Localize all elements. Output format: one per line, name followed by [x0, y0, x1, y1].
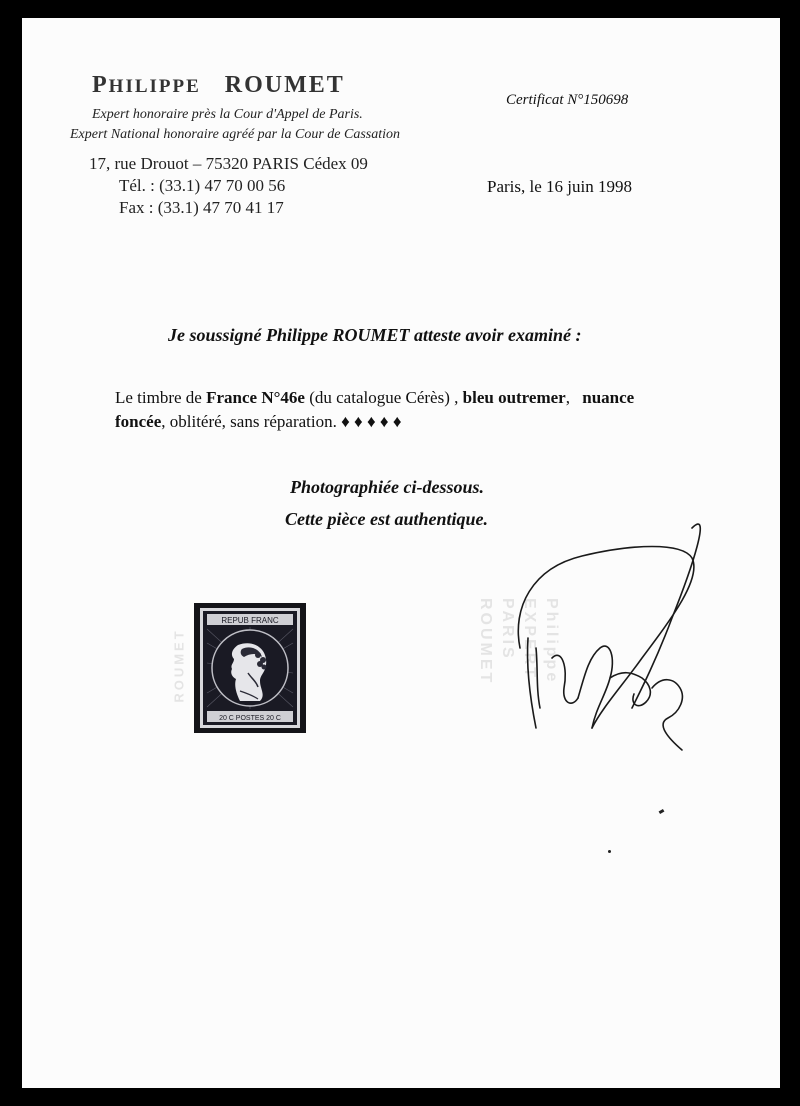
certificate-sheet [22, 18, 780, 1088]
description-line-2: foncée, oblitéré, sans réparation. ♦ ♦ ♦ ♦ ♦ [115, 412, 402, 431]
expert-name: PHILIPPE ROUMET [92, 72, 345, 98]
authenticity-statement: Cette pièce est authentique. [285, 509, 488, 529]
watermark-left: ROUMET [171, 628, 187, 703]
watermark-right: Philippe EXPERT PARIS ROUMET [477, 598, 560, 686]
ink-dot [608, 850, 611, 853]
description-line-1: Le timbre de France N°46e (du catalogue Cérès) , bleu outremer, nuance [115, 388, 635, 407]
fax: Fax : (33.1) 47 70 41 17 [119, 198, 284, 217]
expert-subtitle-2: Expert National honoraire agréé par la Cour de Cassation [70, 127, 401, 142]
ink-mark [659, 809, 665, 814]
signature [492, 498, 722, 758]
signature-image [492, 498, 722, 758]
place-date: Paris, le 16 juin 1998 [487, 177, 632, 196]
stamp-image [194, 603, 306, 733]
attestation-line: Je soussigné Philippe ROUMET atteste avoir examiné : [168, 325, 582, 345]
certificate-number: Certificat N°150698 [506, 92, 629, 108]
photo-note: Photographiée ci-dessous. [290, 477, 485, 497]
telephone: Tél. : (33.1) 47 70 00 56 [119, 176, 286, 195]
stamp-top-text: REPUB FRANC [221, 616, 279, 625]
stamp-photo [194, 603, 306, 733]
stamp-bottom-text: 20 C POSTES 20 C [219, 715, 281, 722]
address: 17, rue Drouot – 75320 PARIS Cédex 09 [89, 154, 368, 173]
expert-subtitle-1: Expert honoraire près la Cour d'Appel de Paris. [92, 107, 363, 122]
